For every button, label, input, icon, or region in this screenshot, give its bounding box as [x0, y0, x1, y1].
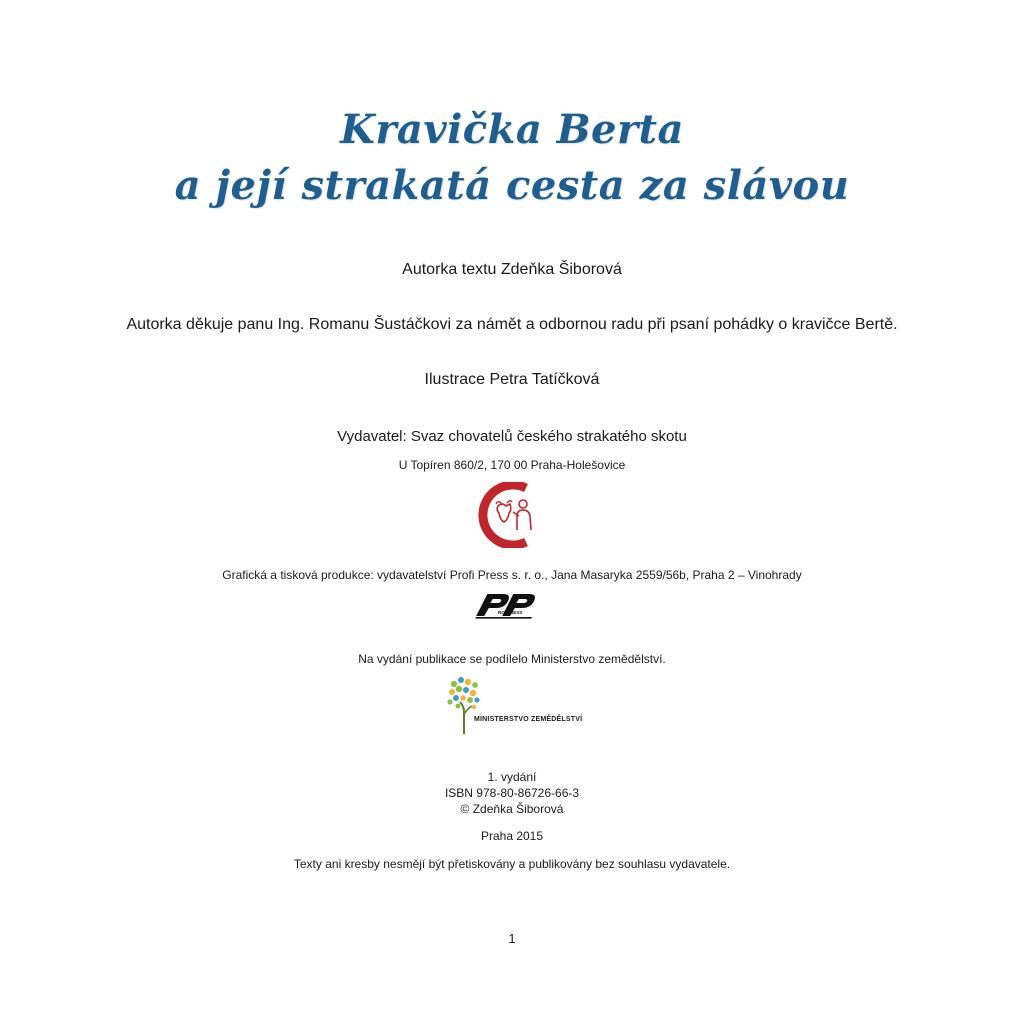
- ministry-credit: Na vydání publikace se podílelo Ministerstvo zemědělství.: [358, 652, 666, 666]
- publisher-address: U Topíren 860/2, 170 00 Praha-Holešovice: [398, 458, 626, 472]
- profi-press-logo-icon: [474, 592, 552, 622]
- illustration-credit: Ilustrace Petra Tatíčková: [424, 371, 600, 388]
- page-number: 1: [508, 931, 516, 946]
- author-credit: Autorka textu Zdeňka Šiborová: [402, 261, 622, 278]
- profi-press-subtext: ROFI RESS: [498, 610, 523, 615]
- ministry-tree-logo-icon: [444, 672, 584, 736]
- copyright-notice: Texty ani kresby nesmějí být přetiskovány a publikovány bez souhlasu vydavatele.: [293, 857, 731, 871]
- svaz-chovatelu-logo-icon: [476, 482, 548, 548]
- book-title-line-1: Kravička Berta: [340, 106, 684, 153]
- publisher-name: Vydavatel: Svaz chovatelů českého strakatého skotu: [337, 428, 687, 445]
- place-year: Praha 2015: [480, 829, 544, 843]
- production-credit: Grafická a tisková produkce: vydavatelství Profi Press s. r. o., Jana Masaryka 2559/56b, Praha 2 – Vinohrady: [222, 568, 802, 582]
- book-title-line-2: a její strakatá cesta za slávou: [174, 162, 850, 209]
- acknowledgement: Autorka děkuje panu Ing. Romanu Šustáčkovi za námět a odbornou radu při psaní pohádky o kravičce Bertě.: [126, 316, 898, 333]
- copyright: © Zdeňka Šiborová: [460, 802, 564, 816]
- ministry-logo-text: MINISTERSTVO ZEMĚDĚLSTVÍ: [474, 716, 583, 723]
- edition-number: 1. vydání: [487, 770, 537, 784]
- isbn: ISBN 978-80-86726-66-3: [444, 786, 580, 800]
